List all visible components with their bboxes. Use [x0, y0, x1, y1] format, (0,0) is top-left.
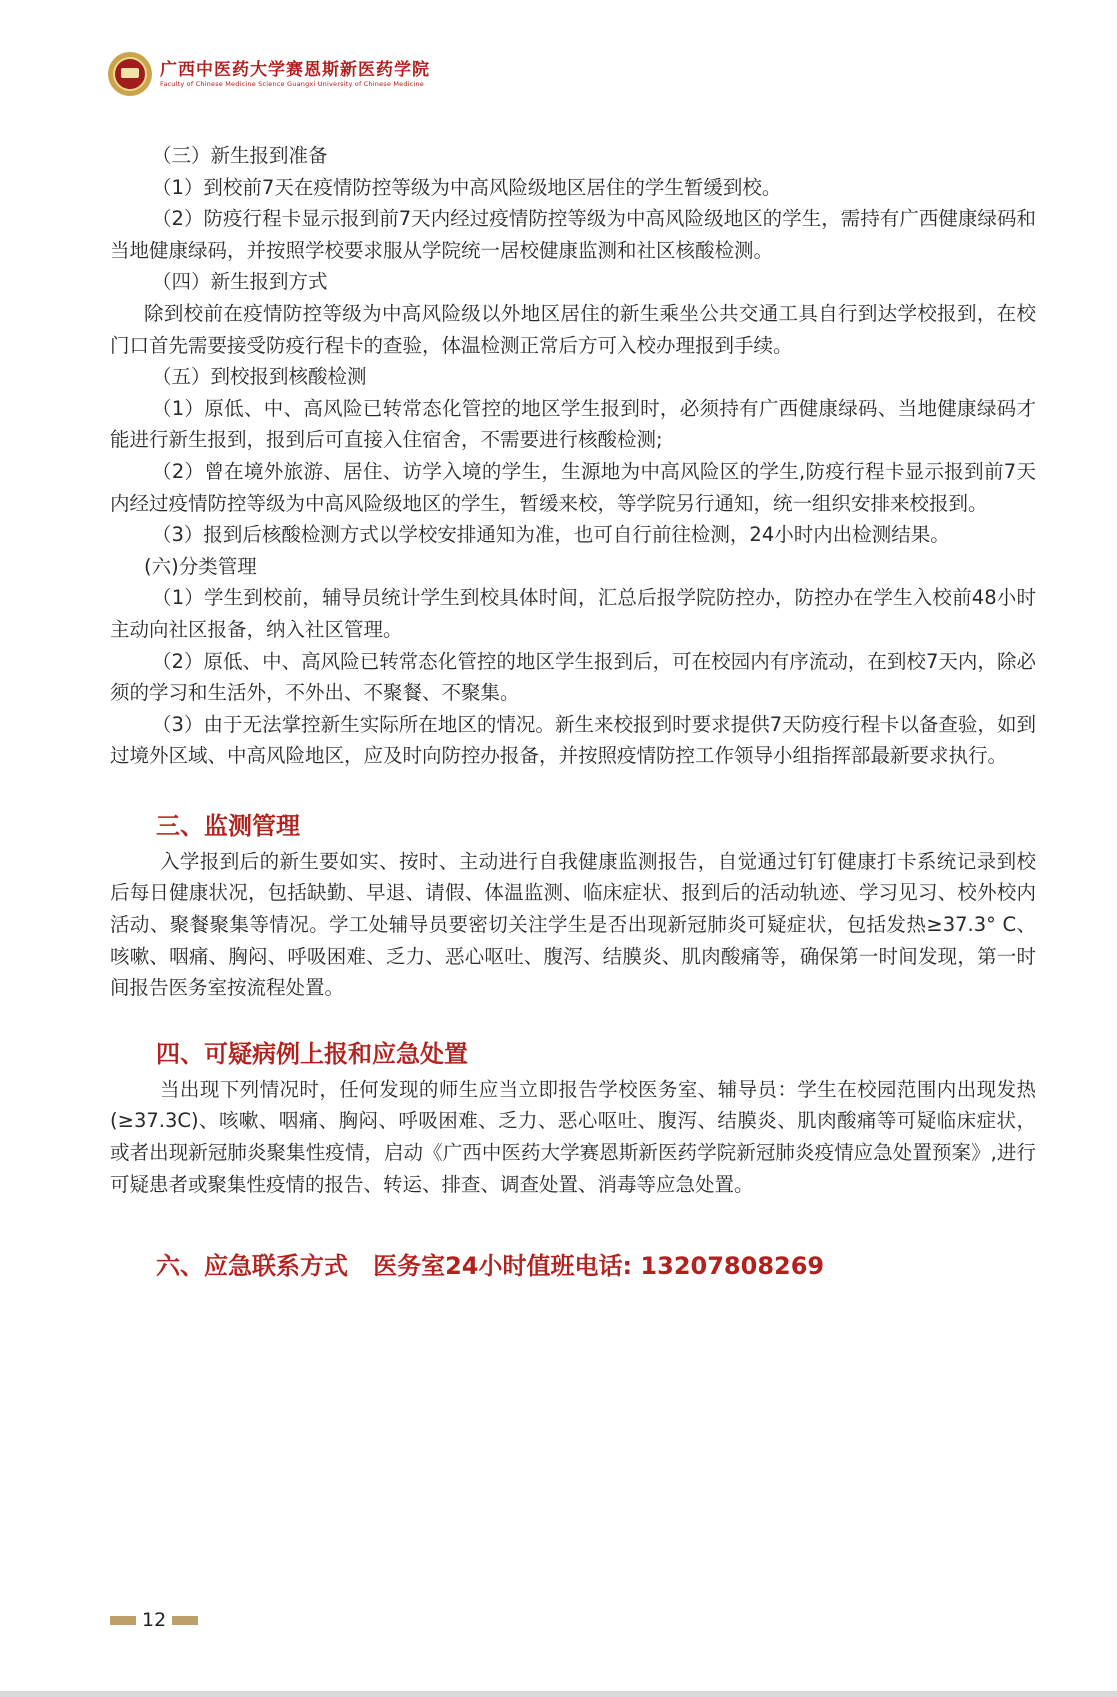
school-name-cn: 广西中医药大学赛恩斯新医药学院	[160, 59, 430, 80]
paragraph: 除到校前在疫情防控等级为中高风险级以外地区居住的新生乘坐公共交通工具自行到达学校报到，在校门口首先需要接受防疫行程卡的查验，体温检测正常后方可入校办理报到手续。	[110, 301, 1036, 357]
section-heading-suspected-cases: 四、可疑病例上报和应急处置	[156, 1039, 468, 1068]
school-name-block	[160, 60, 430, 89]
paragraph: （3）由于无法掌控新生实际所在地区的情况。新生来校报到时要求提供7天防疫行程卡以备查验，如到过境外区域、中高风险地区，应及时向防控办报备，并按照疫情防控工作领导小组指挥部最新要求执行。	[110, 712, 1036, 768]
paragraph: （1）原低、中、高风险已转常态化管控的地区学生报到时，必须持有广西健康绿码、当地健康绿码才能进行新生报到，报到后可直接入住宿舍，不需要进行核酸检测;	[110, 396, 1036, 452]
paragraph: （2）原低、中、高风险已转常态化管控的地区学生报到后，可在校园内有序流动，在到校7天内，除必须的学习和生活外，不外出、不聚餐、不聚集。	[110, 649, 1036, 705]
paragraph: （1）到校前7天在疫情防控等级为中高风险级地区居住的学生暂缓到校。	[152, 175, 782, 199]
medical-office-phone: 医务室24小时值班电话: 13207808269	[373, 1252, 825, 1281]
document-body	[110, 140, 1036, 1282]
section-heading-monitoring: 三、监测管理	[156, 811, 300, 840]
subheading-classified-management: (六)分类管理	[144, 554, 257, 578]
paragraph: （2）防疫行程卡显示报到前7天内经过疫情防控等级为中高风险级地区的学生，需持有广西健康绿码和当地健康绿码，并按照学校要求服从学院统一居校健康监测和社区核酸检测。	[110, 207, 1036, 262]
page-bottom-edge	[0, 1691, 1117, 1697]
subheading-registration-method: （四）新生报到方式	[152, 270, 328, 294]
paragraph: （3）报到后核酸检测方式以学校安排通知为准，也可自行前往检测，24小时内出检测结果。	[152, 523, 950, 547]
paragraph: （2）曾在境外旅游、居住、访学入境的学生，生源地为中高风险区的学生,防疫行程卡显示报到前7天内经过疫情防控等级为中高风险级地区的学生，暂缓来校，等学院另行通知，统一组织安排来校报到。	[110, 459, 1036, 515]
paragraph: 入学报到后的新生要如实、按时、主动进行自我健康监测报告，自觉通过钉钉健康打卡系统记录到校后每日健康状况，包括缺勤、早退、请假、体温监测、临床症状、报到后的活动轨迹、学习见习、校外校内活动、聚餐聚集等情况。学工处辅导员要密切关注学生是否出现新冠肺炎可疑症状，包括发热≥37.3° C、咳嗽、咽痛、胸闷、呼吸困难、乏力、恶心呕吐、腹泻、结膜炎、肌肉酸痛等，确保第一时间发现，第一时间报告医务室按流程处置。	[110, 849, 1036, 1000]
paragraph: 当出现下列情况时，任何发现的师生应当立即报告学校医务室、辅导员：学生在校园范围内出现发热(≥37.3C)、咳嗽、咽痛、胸闷、呼吸困难、乏力、恶心呕吐、腹泻、结膜炎、肌肉酸痛等可疑临床症状，或者出现新冠肺炎聚集性疫情，启动《广西中医药大学赛恩斯新医药学院新冠肺炎疫情应急处置预案》,进行可疑患者或聚集性疫情的报告、转运、排查、调查处置、消毒等应急处置。	[110, 1077, 1036, 1196]
page-footer	[110, 1609, 198, 1631]
page-number: 12	[142, 1609, 167, 1631]
footer-bar-left	[110, 1616, 136, 1625]
subheading-new-student-prep: （三）新生报到准备	[152, 144, 328, 167]
subheading-nucleic-acid-test: （五）到校报到核酸检测	[152, 365, 367, 389]
page-header	[108, 52, 430, 96]
footer-bar-right	[172, 1616, 198, 1625]
section-emergency-contact	[110, 1250, 1036, 1282]
school-seal-icon	[108, 52, 152, 96]
school-name-en: Faculty of Chinese Medicine Science Guangxi University of Chinese Medicine	[160, 79, 424, 88]
section-heading-contact: 六、应急联系方式	[156, 1252, 348, 1281]
paragraph: （1）学生到校前，辅导员统计学生到校具体时间，汇总后报学院防控办，防控办在学生入校前48小时主动向社区报备，纳入社区管理。	[110, 586, 1036, 641]
